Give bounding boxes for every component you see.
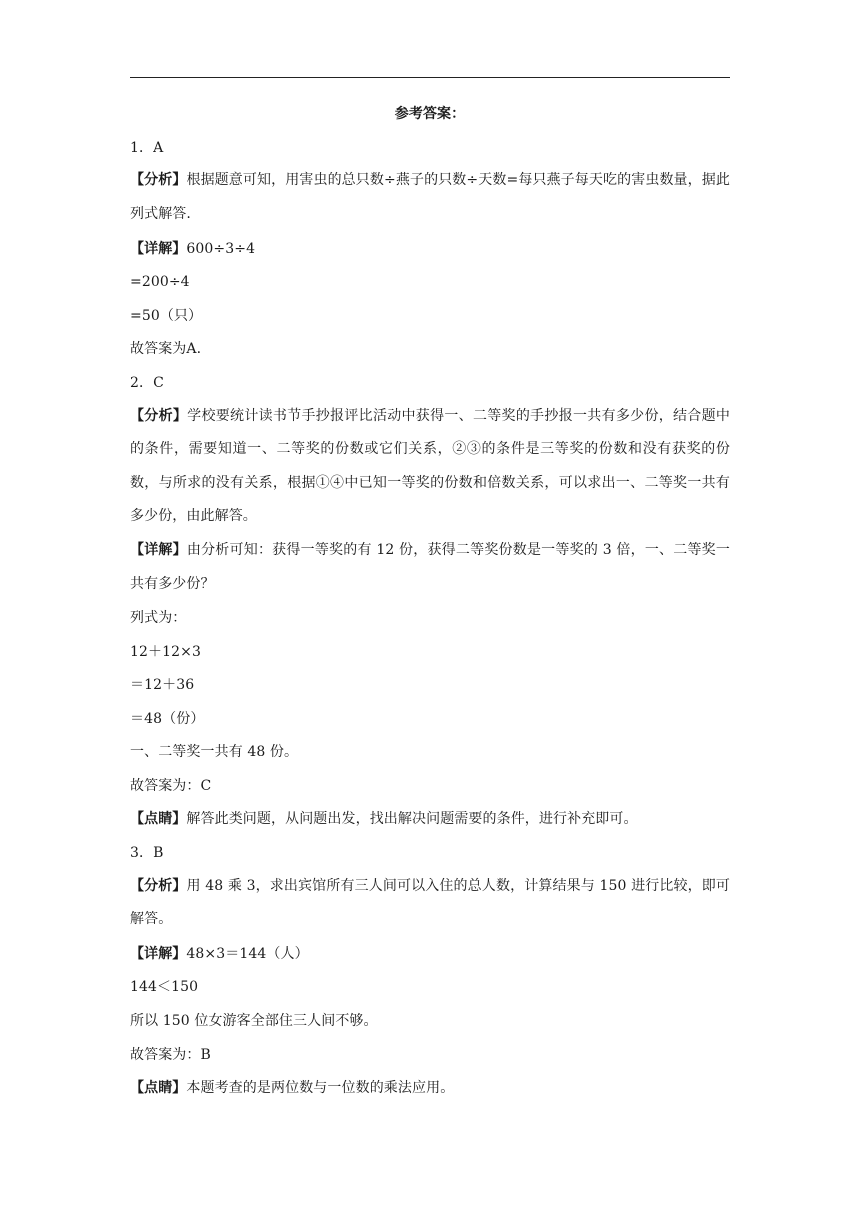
q1-detail-text: 600÷3÷4 [186,240,256,257]
q2-detail [130,534,730,601]
q2-analysis [130,400,730,534]
q2-note-text: 解答此类问题，从问题出发，找出解决问题需要的条件，进行补充即可。 [186,811,638,828]
q1-step-2: =50（只） [130,307,203,324]
note-tag: 【点睛】 [130,1080,187,1097]
q2-step-3: ＝48（份） [130,710,205,727]
q2-analysis-text: 学校要统计读书节手抄报评比活动中获得一、二等奖的手抄报一共有多少份，结合题中的条件，需要知道一、二等奖的份数或它们关系，②③的条件是三等奖的份数和没有获奖的份数，与所求的没有关系，根据①④中已知一等奖的份数和倍数关系，可以求出一、二等奖一共有多少份，由此解答。 [130,407,730,525]
q2-step-2: ＝12＋36 [130,677,195,694]
answer-document [130,103,730,1111]
q2-formula-label: 列式为： [130,610,187,627]
detail-tag: 【详解】 [130,240,187,257]
q2-note [130,808,730,830]
q3-compare: 144＜150 [130,979,199,996]
note-tag: 【点睛】 [130,811,187,828]
q2-summary: 一、二等奖一共有 48 份。 [130,744,299,761]
q1-analysis-text: 根据题意可知，用害虫的总只数÷燕子的只数÷天数=每只燕子每天吃的害虫数量，据此列式解答. [130,172,730,222]
q3-analysis [130,870,730,937]
q2-conclusion: 故答案为：C [130,777,212,794]
answer-key-title: 参考答案： [394,106,466,122]
q2-answer: 2．C [130,374,164,391]
q3-answer: 3．B [130,844,164,861]
header-rule [130,77,730,78]
detail-tag: 【详解】 [130,542,187,559]
q3-conclusion: 故答案为：B [130,1046,211,1063]
q1-detail [130,238,730,260]
q2-detail-text: 由分析可知：获得一等奖的有 12 份，获得二等奖份数是一等奖的 3 倍，一、二等奖一共有多少份？ [130,542,730,592]
analysis-tag: 【分析】 [130,172,187,189]
q3-summary: 所以 150 位女游客全部住三人间不够。 [130,1013,378,1030]
analysis-tag: 【分析】 [130,877,187,894]
q2-step-1: 12＋12×3 [130,643,201,660]
q3-note-text: 本题考查的是两位数与一位数的乘法应用。 [186,1080,455,1097]
q1-analysis [130,164,730,231]
q1-step-1: =200÷4 [130,274,190,291]
q1-answer: 1．A [130,139,164,156]
detail-tag: 【详解】 [130,945,187,962]
q1-conclusion: 故答案为A. [130,341,202,358]
q3-detail-text: 48×3＝144（人） [186,945,309,962]
q3-analysis-text: 用 48 乘 3，求出宾馆所有三人间可以入住的总人数，计算结果与 150 进行比较，即可解答。 [130,877,730,928]
q3-note [130,1077,730,1099]
analysis-tag: 【分析】 [130,407,188,424]
q3-detail [130,943,730,965]
